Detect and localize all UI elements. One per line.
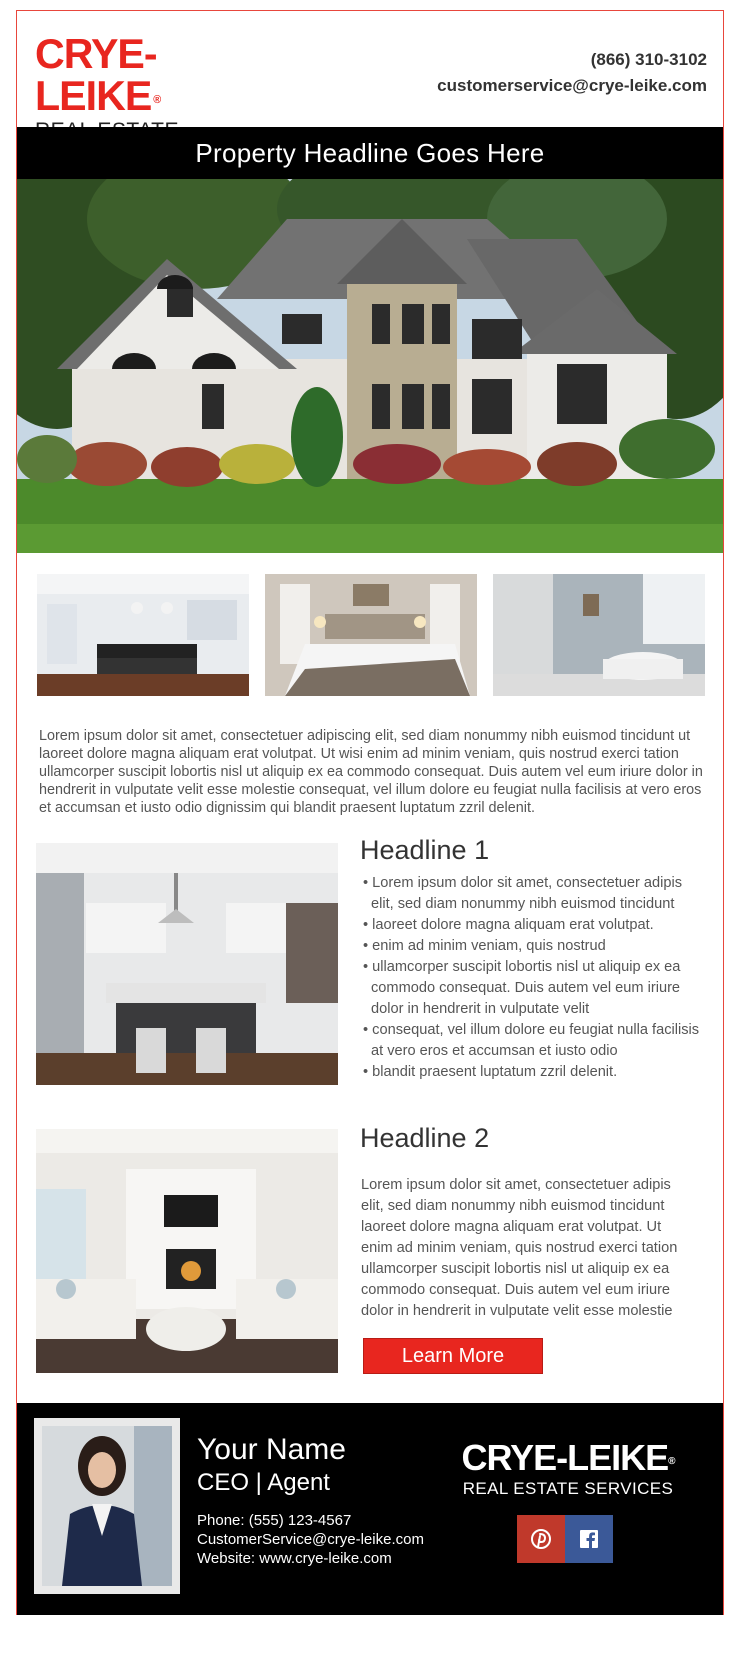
learn-more-button[interactable]: Learn More — [363, 1338, 543, 1374]
footer-logo-main-text: CRYE-LEIKE — [461, 1437, 669, 1478]
agent-portrait — [42, 1426, 172, 1586]
logo-main-text: CRYE-LEIKE — [35, 30, 157, 119]
agent-name: Your Name — [197, 1433, 346, 1466]
feature2-headline: Headline 2 — [360, 1123, 490, 1153]
pinterest-icon — [529, 1527, 553, 1551]
facebook-button[interactable] — [565, 1515, 613, 1563]
agent-contact — [197, 1511, 424, 1568]
feature1-bullet-list — [361, 873, 707, 1083]
agent-website[interactable]: Website: www.crye-leike.com — [197, 1550, 392, 1567]
bullet-item: • blandit praesent luptatum zzril delenit. — [361, 1062, 707, 1083]
hero-house-image — [17, 179, 723, 553]
facebook-icon — [577, 1527, 601, 1551]
agent-title: CEO | Agent — [197, 1469, 330, 1496]
bedroom-thumbnail-image — [265, 574, 477, 696]
feature1-headline: Headline 1 — [360, 835, 490, 865]
intro-paragraph: Lorem ipsum dolor sit amet, consectetuer adipiscing elit, sed diam nonummy nibh euismod tincidunt ut laoreet dolore magna aliquam erat volutpat. Ut wisi enim ad minim veniam, quis nostrud exerci tation ullamcorper suscipit lobortis nisl ut aliquip ex ea commodo consequat. Duis autem vel eum iriure dolor in hendrerit in vulputate velit esse molestie consequat, vel illum dolore eu feugiat nulla facilisis at vero eros et accumsan et iusto odio dignissim qui blandit praesent luptatum zzril delenit. — [39, 728, 703, 816]
bullet-item: • ullamcorper suscipit lobortis nisl ut aliquip ex ea commodo consequat. Duis autem vel eum iriure dolor in hendrerit in vulputate velit — [361, 957, 707, 1020]
bullet-item: • laoreet dolore magna aliquam erat volutpat. — [361, 915, 707, 936]
agent-footer — [17, 1403, 723, 1615]
agent-phone[interactable]: Phone: (555) 123-4567 — [197, 1512, 352, 1529]
footer-logo-subtitle: REAL ESTATE SERVICES — [462, 1479, 674, 1498]
bathroom-thumbnail[interactable] — [493, 574, 705, 696]
bullet-item: • enim ad minim veniam, quis nostrud — [361, 936, 707, 957]
pinterest-button[interactable] — [517, 1515, 565, 1563]
property-headline-bar — [17, 127, 723, 179]
agent-portrait-illustration — [42, 1426, 172, 1586]
living-room-illustration — [36, 1129, 338, 1373]
property-headline: Property Headline Goes Here — [195, 137, 545, 168]
logo-registered-mark: ® — [153, 94, 161, 106]
house-illustration — [17, 179, 723, 553]
header-email[interactable]: customerservice@crye-leike.com — [437, 76, 707, 95]
header — [17, 11, 723, 127]
agent-email[interactable]: CustomerService@crye-leike.com — [197, 1531, 424, 1548]
email-frame — [16, 10, 724, 1615]
bullet-item: • consequat, vel illum dolore eu feugiat nulla facilisis at vero eros et accumsan et iusto odio — [361, 1020, 707, 1062]
kitchen-feature-image — [36, 843, 338, 1085]
kitchen-thumbnail-image — [37, 574, 249, 696]
bedroom-thumbnail[interactable] — [265, 574, 477, 696]
header-contact — [437, 47, 707, 99]
thumbnail-row — [37, 574, 703, 696]
agent-portrait-frame — [34, 1418, 180, 1594]
bullet-item: • Lorem ipsum dolor sit amet, consectetuer adipis elit, sed diam nonummy nibh euismod tincidunt — [361, 873, 707, 915]
kitchen-feature-illustration — [36, 843, 338, 1085]
kitchen-thumbnail[interactable] — [37, 574, 249, 696]
footer-logo[interactable] — [453, 1439, 683, 1499]
living-room-feature-image — [36, 1129, 338, 1373]
feature2-paragraph: Lorem ipsum dolor sit amet, consectetuer adipis elit, sed diam nonummy nibh euismod tincidunt laoreet dolore magna aliquam erat volutpat. Ut enim ad minim veniam, quis nostrud exerci tation ullamcorper suscipit lobortis nisl ut aliquip ex ea commodo consequat. Duis autem vel eum iriure dolor in hendrerit in vulputate velit esse molestie — [361, 1177, 678, 1319]
header-phone[interactable]: (866) 310-3102 — [590, 50, 707, 69]
bathroom-thumbnail-image — [493, 574, 705, 696]
footer-logo-registered-mark: ® — [668, 1456, 675, 1467]
